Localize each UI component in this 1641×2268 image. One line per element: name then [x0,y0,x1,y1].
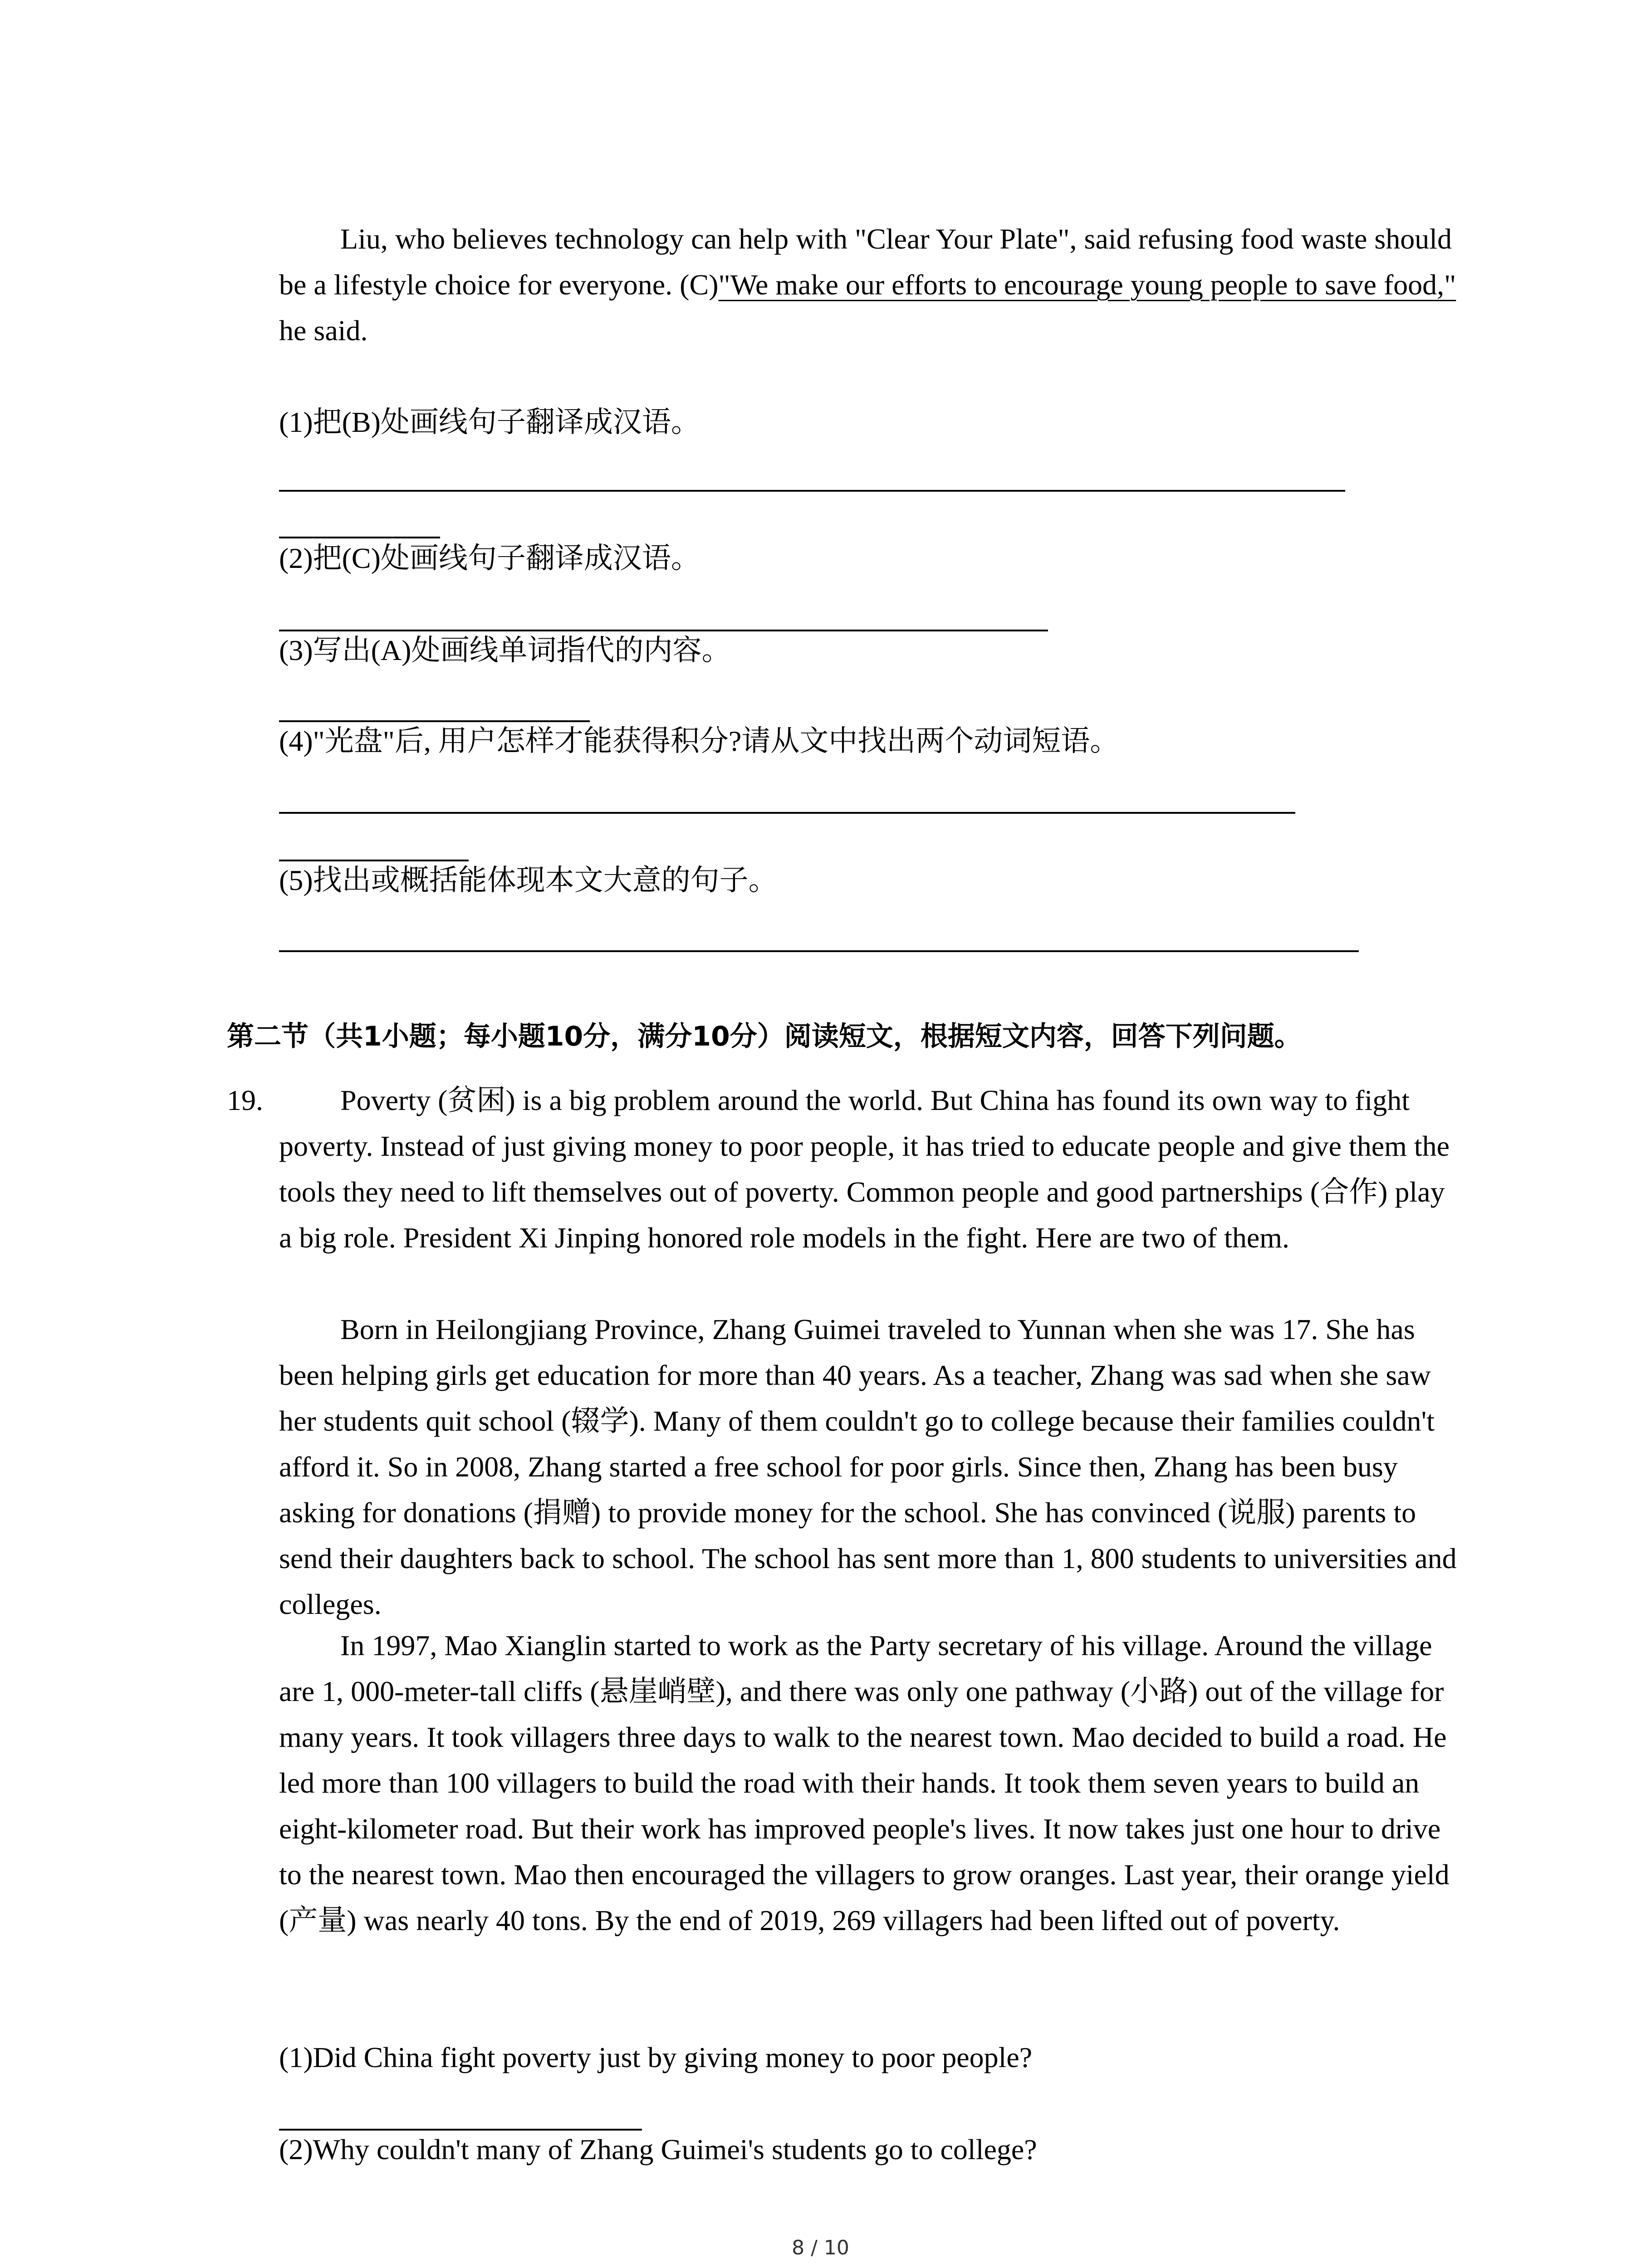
question-19-1: (1)Did China fight poverty just by giving money to poor people? [279,2041,1033,2073]
passage-text: Liu, who believes technology can help with "Clear Your Plate", said refusing food waste should be a lifestyle choice for everyone. (C) [279,223,1452,301]
underlined-sentence-c: "We make our efforts to encourage young people to save food," [718,269,1456,301]
question-2: (2)把(C)处画线句子翻译成汉语。 [279,542,700,574]
passage-paragraph: Poverty (贫困) is a big problem around the world. But China has found its own way to fight poverty. Instead of just giving money to poor people, it has tried to educate people and give them the tools they need to lift themselves out of poverty. Common people and good partnerships (合作) play a big role. President Xi Jinping honored role models in the fight. Here are two of them. [279,1084,1450,1254]
passage-paragraph: Born in Heilongjiang Province, Zhang Guimei traveled to Yunnan when she was 17. She has been helping girls get education for more than 40 years. As a teacher, Zhang was sad when she saw her students quit school (辍学). Many of them couldn't go to college because their families couldn't afford it. So in 2008, Zhang started a free school for poor girls. Since then, Zhang has been busy asking for donations (捐赠) to provide money for the school. She has convinced (说服) parents to send their daughters back to school. The school has sent more than 1, 800 students to universities and colleges. [279,1313,1457,1620]
passage-text: he said. [279,314,368,347]
question-number: 19. [227,1084,263,1116]
answer-line[interactable] [279,950,1359,952]
question-5: (5)找出或概括能体现本文大意的句子。 [279,864,778,896]
answer-line[interactable] [279,490,1345,492]
question-3: (3)写出(A)处画线单词指代的内容。 [279,634,731,666]
page-number: 8 / 10 [792,2236,849,2259]
question-1: (1)把(B)处画线句子翻译成汉语。 [279,406,700,438]
answer-line[interactable] [279,812,1295,814]
passage-paragraph [279,216,1459,353]
passage-paragraph: In 1997, Mao Xianglin started to work as the Party secretary of his village. Around the village are 1, 000-meter-tall cliffs (悬崖峭壁), and there was only one pathway (小路) out of the village for many years. It took villagers three days to walk to the nearest town. Mao decided to build a road. He led more than 100 villagers to build the road with their hands. It took them seven years to build an eight-kilometer road. But their work has improved people's lives. It now takes just one hour to drive to the nearest town. Mao then encouraged the villagers to grow oranges. Last year, their orange yield (产量) was nearly 40 tons. By the end of 2019, 269 villagers had been lifted out of poverty. [279,1629,1450,1936]
section-heading: 第二节（共1小题；每小题10分，满分10分）阅读短文，根据短文内容，回答下列问题。 [227,1021,1302,1052]
question-4: (4)"光盘"后, 用户怎样才能获得积分?请从文中找出两个动词短语。 [279,725,1119,757]
question-19-2: (2)Why couldn't many of Zhang Guimei's students go to college? [279,2133,1037,2165]
